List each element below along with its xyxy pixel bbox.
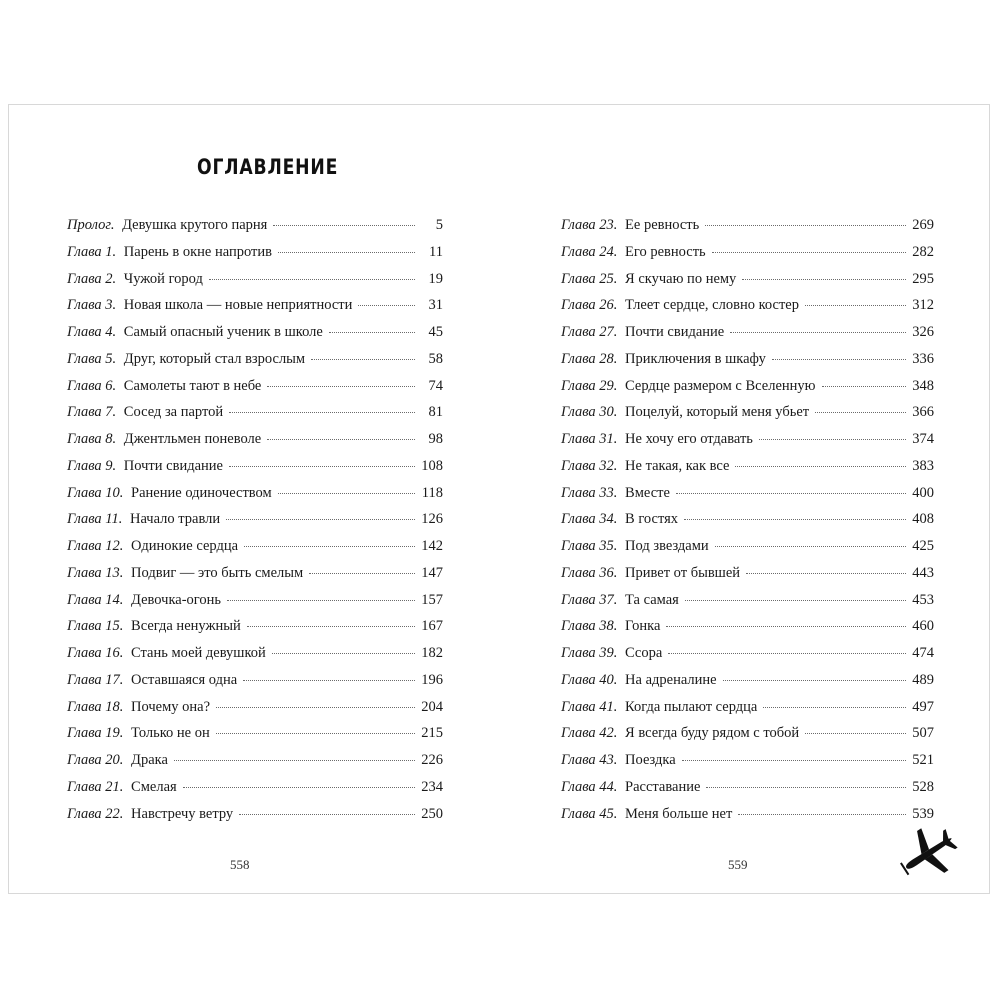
chapter-page-number: 5	[435, 217, 443, 233]
chapter-label: Глава 1.	[67, 243, 120, 260]
toc-entry	[561, 592, 934, 619]
airplane-icon	[898, 825, 960, 881]
chapter-title: Ссора	[625, 645, 663, 661]
chapter-title: На адреналине	[625, 671, 717, 688]
dot-leader	[685, 600, 906, 601]
chapter-label: Глава 33.	[561, 484, 622, 501]
chapter-label: Глава 19.	[67, 725, 128, 742]
chapter-title: Поездка	[625, 752, 676, 768]
chapter-title: Подвиг — это быть смелым	[131, 564, 304, 581]
toc-entry	[67, 779, 443, 806]
chapter-page-number: 326	[912, 324, 934, 340]
chapter-page-number: 521	[912, 752, 934, 768]
chapter-label: Глава 15.	[67, 618, 128, 635]
dot-leader	[705, 225, 906, 226]
chapter-label: Глава 22.	[67, 805, 128, 822]
chapter-title: Всегда ненужный	[131, 618, 241, 635]
chapter-page-number: 366	[912, 404, 934, 421]
dot-leader	[742, 279, 906, 280]
page-number-right: 559	[728, 857, 748, 872]
chapter-page-number: 348	[912, 377, 934, 394]
chapter-page-number: 215	[421, 725, 443, 742]
chapter-label: Глава 9.	[67, 457, 120, 474]
toc-entry	[67, 806, 443, 833]
chapter-page-number: 196	[421, 671, 443, 688]
chapter-page-number: 31	[428, 297, 443, 314]
chapter-page-number: 453	[912, 591, 934, 608]
chapter-page-number: 443	[912, 564, 934, 581]
dot-leader	[763, 707, 906, 708]
chapter-title: Новая школа — новые неприятности	[123, 297, 353, 314]
chapter-page-number: 182	[421, 645, 443, 661]
toc-list-right	[561, 217, 934, 832]
chapter-title: Не такая, как все	[625, 457, 730, 474]
chapter-title: Почему она?	[131, 698, 211, 715]
toc-entry	[561, 618, 934, 645]
dot-leader	[822, 386, 907, 387]
chapter-title: Расставание	[625, 778, 701, 795]
chapter-label: Глава 3.	[67, 297, 120, 314]
chapter-title: Сосед за партой	[123, 404, 224, 421]
chapter-label: Глава 27.	[561, 324, 622, 340]
chapter-label: Глава 14.	[67, 591, 128, 608]
chapter-page-number: 400	[912, 484, 934, 501]
chapter-label: Глава 16.	[67, 645, 128, 661]
chapter-page-number: 234	[421, 778, 443, 795]
chapter-page-number: 98	[428, 431, 443, 447]
toc-entry	[561, 752, 934, 779]
toc-entry	[67, 217, 443, 244]
dot-leader	[239, 814, 415, 815]
dot-leader	[229, 412, 415, 413]
chapter-title: Не хочу его отдавать	[625, 431, 753, 447]
chapter-page-number: 11	[429, 243, 443, 260]
chapter-label: Глава 32.	[561, 457, 622, 474]
chapter-page-number: 147	[421, 564, 443, 581]
toc-entry	[67, 725, 443, 752]
left-page	[9, 105, 499, 893]
chapter-page-number: 157	[421, 591, 443, 608]
chapter-title: Почти свидание	[123, 457, 223, 474]
dot-leader	[772, 359, 906, 360]
toc-entry	[561, 378, 934, 405]
chapter-title: Только не он	[131, 725, 210, 742]
toc-entry	[561, 645, 934, 672]
chapter-label: Глава 24.	[561, 243, 622, 260]
chapter-title: В гостях	[625, 511, 679, 528]
toc-entry	[561, 458, 934, 485]
chapter-label: Глава 23.	[561, 217, 622, 233]
dot-leader	[272, 653, 415, 654]
dot-leader	[684, 519, 906, 520]
toc-entry	[67, 431, 443, 458]
chapter-page-number: 81	[428, 404, 443, 421]
chapter-title: Самолеты тают в небе	[123, 377, 262, 394]
toc-entry	[561, 351, 934, 378]
dot-leader	[759, 439, 906, 440]
dot-leader	[216, 707, 415, 708]
dot-leader	[309, 573, 415, 574]
page-number-left: 558	[230, 857, 250, 872]
dot-leader	[735, 466, 906, 467]
chapter-title: Сердце размером с Вселенную	[625, 377, 816, 394]
dot-leader	[712, 252, 906, 253]
chapter-title: Я всегда буду рядом с тобой	[625, 725, 800, 742]
chapter-label: Глава 26.	[561, 297, 622, 314]
toc-entry	[67, 618, 443, 645]
toc-entry	[67, 271, 443, 298]
dot-leader	[682, 760, 906, 761]
chapter-label: Глава 36.	[561, 564, 622, 581]
toc-heading: ОГЛАВЛЕНИЕ	[197, 155, 339, 179]
dot-leader	[329, 332, 415, 333]
chapter-page-number: 250	[421, 805, 443, 822]
dot-leader	[243, 680, 415, 681]
chapter-label: Глава 7.	[67, 404, 120, 421]
chapter-page-number: 539	[912, 805, 934, 822]
chapter-page-number: 374	[912, 431, 934, 447]
chapter-label: Глава 8.	[67, 431, 120, 447]
chapter-label: Глава 31.	[561, 431, 622, 447]
chapter-label: Глава 17.	[67, 671, 128, 688]
chapter-title: Ранение одиночеством	[131, 484, 272, 501]
chapter-title: Вместе	[625, 484, 670, 501]
chapter-label: Глава 45.	[561, 805, 622, 822]
dot-leader	[668, 653, 906, 654]
toc-entry	[561, 431, 934, 458]
chapter-title: Самый опасный ученик в школе	[123, 324, 323, 340]
dot-leader	[738, 814, 906, 815]
toc-entry	[67, 752, 443, 779]
chapter-page-number: 58	[428, 350, 443, 367]
dot-leader	[229, 466, 415, 467]
toc-entry	[67, 404, 443, 431]
toc-entry	[67, 378, 443, 405]
dot-leader	[247, 626, 415, 627]
dot-leader	[311, 359, 415, 360]
chapter-label: Глава 39.	[561, 645, 622, 661]
chapter-title: Одинокие сердца	[131, 538, 239, 554]
chapter-label: Глава 5.	[67, 350, 120, 367]
chapter-page-number: 497	[912, 698, 934, 715]
toc-entry	[561, 271, 934, 298]
chapter-page-number: 126	[421, 511, 443, 528]
chapter-label: Глава 20.	[67, 752, 128, 768]
dot-leader	[805, 733, 906, 734]
toc-entry	[561, 404, 934, 431]
chapter-title: Когда пылают сердца	[625, 698, 758, 715]
chapter-label: Глава 38.	[561, 618, 622, 635]
toc-entry	[561, 806, 934, 833]
chapter-title: Та самая	[625, 591, 679, 608]
dot-leader	[244, 546, 415, 547]
chapter-title: Чужой город	[123, 270, 203, 287]
toc-entry	[67, 244, 443, 271]
dot-leader	[730, 332, 906, 333]
toc-entry	[561, 538, 934, 565]
chapter-title: Тлеет сердце, словно костер	[625, 297, 799, 314]
dot-leader	[358, 305, 415, 306]
toc-entry	[67, 592, 443, 619]
chapter-page-number: 489	[912, 671, 934, 688]
chapter-label: Глава 30.	[561, 404, 622, 421]
toc-entry	[561, 297, 934, 324]
chapter-page-number: 528	[912, 778, 934, 795]
toc-entry	[561, 699, 934, 726]
dot-leader	[805, 305, 906, 306]
chapter-page-number: 474	[912, 645, 934, 661]
chapter-label: Глава 11.	[67, 511, 126, 528]
dot-leader	[746, 573, 906, 574]
chapter-title: Его ревность	[625, 243, 706, 260]
chapter-label: Глава 28.	[561, 350, 622, 367]
chapter-title: Девушка крутого парня	[122, 217, 268, 233]
dot-leader	[226, 519, 415, 520]
chapter-page-number: 269	[912, 217, 934, 233]
chapter-label: Глава 4.	[67, 324, 120, 340]
chapter-label: Глава 29.	[561, 377, 622, 394]
chapter-label: Глава 43.	[561, 752, 622, 768]
chapter-label: Глава 37.	[561, 591, 622, 608]
chapter-title: Я скучаю по нему	[625, 270, 737, 287]
chapter-label: Глава 42.	[561, 725, 622, 742]
chapter-page-number: 74	[428, 377, 443, 394]
chapter-label: Глава 25.	[561, 270, 622, 287]
toc-entry	[67, 565, 443, 592]
chapter-page-number: 118	[421, 484, 443, 501]
chapter-title: Приключения в шкафу	[625, 350, 766, 367]
toc-entry	[561, 217, 934, 244]
chapter-label: Глава 10.	[67, 484, 128, 501]
chapter-page-number: 336	[912, 350, 934, 367]
chapter-title: Под звездами	[625, 538, 709, 554]
toc-entry	[561, 565, 934, 592]
chapter-page-number: 226	[421, 752, 443, 768]
toc-entry	[67, 458, 443, 485]
toc-entry	[561, 324, 934, 351]
chapter-title: Навстречу ветру	[131, 805, 234, 822]
dot-leader	[273, 225, 415, 226]
chapter-label: Глава 12.	[67, 538, 128, 554]
chapter-label: Глава 35.	[561, 538, 622, 554]
right-page	[500, 105, 990, 893]
dot-leader	[267, 386, 415, 387]
chapter-title: Гонка	[625, 618, 661, 635]
dot-leader	[216, 733, 415, 734]
chapter-title: Джентльмен поневоле	[123, 431, 262, 447]
chapter-page-number: 383	[912, 457, 934, 474]
toc-entry	[561, 511, 934, 538]
dot-leader	[174, 760, 415, 761]
chapter-title: Драка	[131, 752, 168, 768]
dot-leader	[815, 412, 906, 413]
chapter-label: Глава 18.	[67, 698, 128, 715]
chapter-title: Оставшаяся одна	[131, 671, 238, 688]
dot-leader	[278, 252, 415, 253]
chapter-page-number: 295	[912, 270, 934, 287]
chapter-title: Друг, который стал взрослым	[123, 350, 306, 367]
chapter-page-number: 425	[912, 538, 934, 554]
chapter-title: Поцелуй, который меня убьет	[625, 404, 810, 421]
toc-entry	[561, 244, 934, 271]
book-spread	[8, 104, 990, 894]
chapter-page-number: 408	[912, 511, 934, 528]
dot-leader	[723, 680, 906, 681]
chapter-title: Меня больше нет	[625, 805, 733, 822]
toc-entry	[67, 351, 443, 378]
toc-entry	[67, 645, 443, 672]
chapter-page-number: 167	[421, 618, 443, 635]
chapter-page-number: 312	[912, 297, 934, 314]
dot-leader	[267, 439, 415, 440]
chapter-title: Девочка-огонь	[131, 591, 222, 608]
dot-leader	[706, 787, 906, 788]
chapter-title: Смелая	[131, 778, 177, 795]
chapter-title: Начало травли	[129, 511, 221, 528]
chapter-label: Глава 44.	[561, 778, 622, 795]
dot-leader	[666, 626, 906, 627]
toc-entry	[67, 297, 443, 324]
chapter-title: Привет от бывшей	[625, 564, 741, 581]
chapter-page-number: 45	[428, 324, 443, 340]
dot-leader	[183, 787, 415, 788]
dot-leader	[715, 546, 906, 547]
chapter-page-number: 507	[912, 725, 934, 742]
chapter-title: Парень в окне напротив	[123, 243, 272, 260]
toc-entry	[561, 725, 934, 752]
toc-entry	[67, 699, 443, 726]
toc-entry	[67, 324, 443, 351]
chapter-title: Стань моей девушкой	[131, 645, 266, 661]
chapter-page-number: 460	[912, 618, 934, 635]
chapter-label: Глава 40.	[561, 671, 622, 688]
toc-list-left	[67, 217, 443, 832]
dot-leader	[278, 493, 415, 494]
chapter-label: Глава 21.	[67, 778, 128, 795]
chapter-title: Ее ревность	[625, 217, 700, 233]
chapter-label: Глава 13.	[67, 564, 128, 581]
chapter-label: Глава 41.	[561, 698, 622, 715]
toc-entry	[561, 672, 934, 699]
dot-leader	[227, 600, 415, 601]
toc-entry	[67, 538, 443, 565]
toc-entry	[67, 485, 443, 512]
toc-entry	[67, 672, 443, 699]
chapter-page-number: 204	[421, 698, 443, 715]
toc-entry	[561, 779, 934, 806]
chapter-page-number: 19	[428, 270, 443, 287]
chapter-label: Глава 6.	[67, 377, 120, 394]
dot-leader	[209, 279, 415, 280]
chapter-label: Пролог.	[67, 217, 119, 233]
chapter-page-number: 142	[421, 538, 443, 554]
dot-leader	[676, 493, 906, 494]
toc-entry	[67, 511, 443, 538]
chapter-label: Глава 34.	[561, 511, 622, 528]
chapter-page-number: 282	[912, 243, 934, 260]
chapter-page-number: 108	[421, 457, 443, 474]
chapter-label: Глава 2.	[67, 270, 120, 287]
chapter-title: Почти свидание	[625, 324, 725, 340]
toc-entry	[561, 485, 934, 512]
